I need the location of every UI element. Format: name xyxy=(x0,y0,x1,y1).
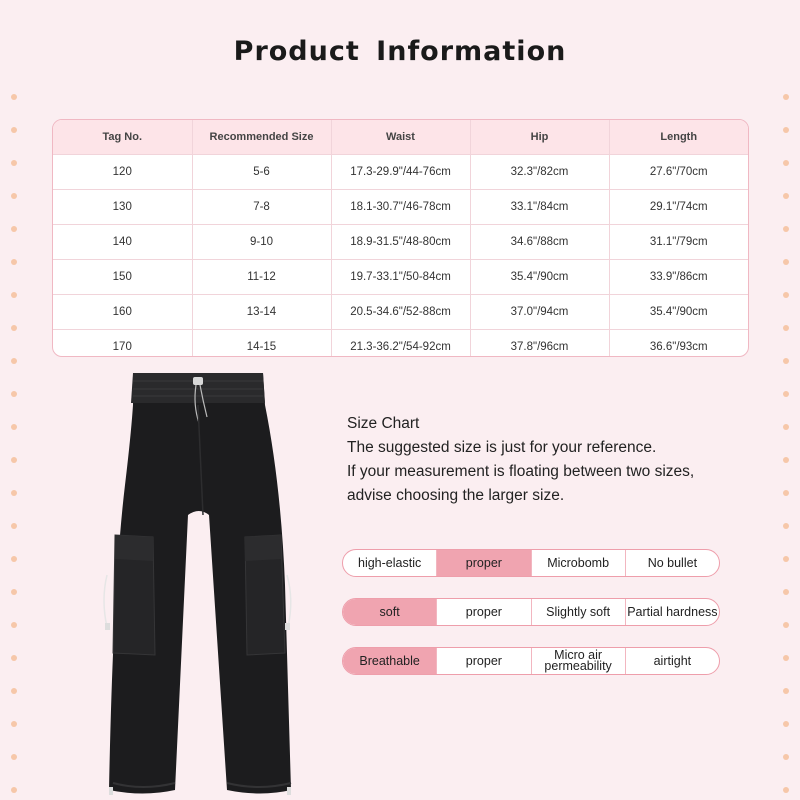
cell-tag: 120 xyxy=(53,155,192,190)
breathability-option-airtight: airtight xyxy=(625,648,719,674)
breathability-option-proper: proper xyxy=(436,648,530,674)
breathability-label: Breathable xyxy=(343,648,436,674)
decorative-dot xyxy=(11,292,17,298)
decorative-dot xyxy=(783,556,789,562)
table-row xyxy=(53,330,748,358)
decorative-dot xyxy=(11,391,17,397)
notes-line-1: The suggested size is just for your reference. xyxy=(347,439,657,456)
decorative-dot xyxy=(783,391,789,397)
decorative-dot xyxy=(11,259,17,265)
cell-size: 14-15 xyxy=(192,330,331,358)
cell-waist: 19.7-33.1"/50-84cm xyxy=(331,260,470,295)
elasticity-row xyxy=(342,549,720,577)
decorative-dot xyxy=(783,94,789,100)
breathability-row xyxy=(342,647,720,675)
cell-length: 35.4"/90cm xyxy=(609,295,748,330)
softness-option-slightly-soft: Slightly soft xyxy=(531,599,625,625)
decorative-dot xyxy=(11,721,17,727)
softness-row xyxy=(342,598,720,626)
cell-length: 31.1"/79cm xyxy=(609,225,748,260)
decorative-dot xyxy=(783,424,789,430)
cell-hip: 37.8"/96cm xyxy=(470,330,609,358)
cell-length: 27.6"/70cm xyxy=(609,155,748,190)
notes-line-3: advise choosing the larger size. xyxy=(347,487,565,504)
notes-line-2: If your measurement is floating between two sizes, xyxy=(347,463,695,480)
decorative-dot xyxy=(11,226,17,232)
decorative-dot xyxy=(11,787,17,793)
elasticity-label: high-elastic xyxy=(358,555,422,570)
cell-tag: 150 xyxy=(53,260,192,295)
cell-hip: 37.0"/94cm xyxy=(470,295,609,330)
table-row xyxy=(53,190,748,225)
cell-hip: 34.6"/88cm xyxy=(470,225,609,260)
cell-hip: 35.4"/90cm xyxy=(470,260,609,295)
cell-length: 36.6"/93cm xyxy=(609,330,748,358)
decorative-dot xyxy=(783,127,789,133)
cell-waist: 18.1-30.7"/46-78cm xyxy=(331,190,470,225)
decorative-dot xyxy=(11,325,17,331)
elasticity-option-microbomb: Microbomb xyxy=(531,550,625,576)
table-row xyxy=(53,225,748,260)
header-tag-no: Tag No. xyxy=(53,120,192,155)
decorative-dot xyxy=(783,259,789,265)
cell-tag: 160 xyxy=(53,295,192,330)
cell-tag: 170 xyxy=(53,330,192,358)
header-recommended-size: Recommended Size xyxy=(192,120,331,155)
table-row xyxy=(53,155,748,190)
cell-size: 9-10 xyxy=(192,225,331,260)
cargo-pants-image xyxy=(95,365,300,800)
cell-waist: 21.3-36.2"/54-92cm xyxy=(331,330,470,358)
decorative-dot xyxy=(783,655,789,661)
decorative-dot xyxy=(11,424,17,430)
header-waist: Waist xyxy=(331,120,470,155)
cell-hip: 33.1"/84cm xyxy=(470,190,609,225)
cell-size: 11-12 xyxy=(192,260,331,295)
decorative-dot xyxy=(783,490,789,496)
header-hip: Hip xyxy=(470,120,609,155)
softness-option-proper: proper xyxy=(436,599,530,625)
softness-label: soft xyxy=(343,599,436,625)
cell-waist: 20.5-34.6"/52-88cm xyxy=(331,295,470,330)
decorative-dot xyxy=(783,688,789,694)
decorative-dot xyxy=(783,622,789,628)
decorative-dot xyxy=(11,523,17,529)
decorative-dot xyxy=(783,523,789,529)
cell-waist: 17.3-29.9"/44-76cm xyxy=(331,155,470,190)
decorative-dot xyxy=(783,160,789,166)
breathability-option-micro-air: Micro air permeability xyxy=(531,648,625,674)
cell-tag: 130 xyxy=(53,190,192,225)
decorative-dot xyxy=(783,589,789,595)
cell-tag: 140 xyxy=(53,225,192,260)
decorative-dot xyxy=(11,688,17,694)
decorative-dot xyxy=(783,226,789,232)
cell-size: 5-6 xyxy=(192,155,331,190)
decorative-dot xyxy=(11,94,17,100)
decorative-dot xyxy=(11,457,17,463)
cell-hip: 32.3"/82cm xyxy=(470,155,609,190)
decorative-dot xyxy=(11,754,17,760)
decorative-dot xyxy=(11,358,17,364)
decorative-dot xyxy=(783,292,789,298)
decorative-dot xyxy=(783,754,789,760)
right-dot-border xyxy=(780,0,792,800)
header-length: Length xyxy=(609,120,748,155)
decorative-dot xyxy=(11,490,17,496)
elasticity-option-proper: proper xyxy=(436,550,530,576)
cell-length: 29.1"/74cm xyxy=(609,190,748,225)
decorative-dot xyxy=(11,160,17,166)
table-row xyxy=(53,260,748,295)
table-header-row xyxy=(53,120,748,155)
elasticity-option-no-bullet: No bullet xyxy=(625,550,719,576)
decorative-dot xyxy=(11,556,17,562)
decorative-dot xyxy=(11,127,17,133)
cell-size: 13-14 xyxy=(192,295,331,330)
decorative-dot xyxy=(783,358,789,364)
decorative-dot xyxy=(11,622,17,628)
size-notes xyxy=(347,412,767,508)
decorative-dot xyxy=(783,193,789,199)
decorative-dot xyxy=(783,457,789,463)
decorative-dot xyxy=(11,193,17,199)
softness-option-partial-hardness: Partial hardness xyxy=(625,599,719,625)
cell-length: 33.9"/86cm xyxy=(609,260,748,295)
cell-waist: 18.9-31.5"/48-80cm xyxy=(331,225,470,260)
decorative-dot xyxy=(783,325,789,331)
size-table xyxy=(52,119,749,357)
decorative-dot xyxy=(783,721,789,727)
cell-size: 7-8 xyxy=(192,190,331,225)
table-row xyxy=(53,295,748,330)
left-dot-border xyxy=(8,0,20,800)
decorative-dot xyxy=(11,589,17,595)
decorative-dot xyxy=(11,655,17,661)
notes-heading: Size Chart xyxy=(347,415,420,432)
decorative-dot xyxy=(783,787,789,793)
page-title: Product Information xyxy=(233,36,567,67)
